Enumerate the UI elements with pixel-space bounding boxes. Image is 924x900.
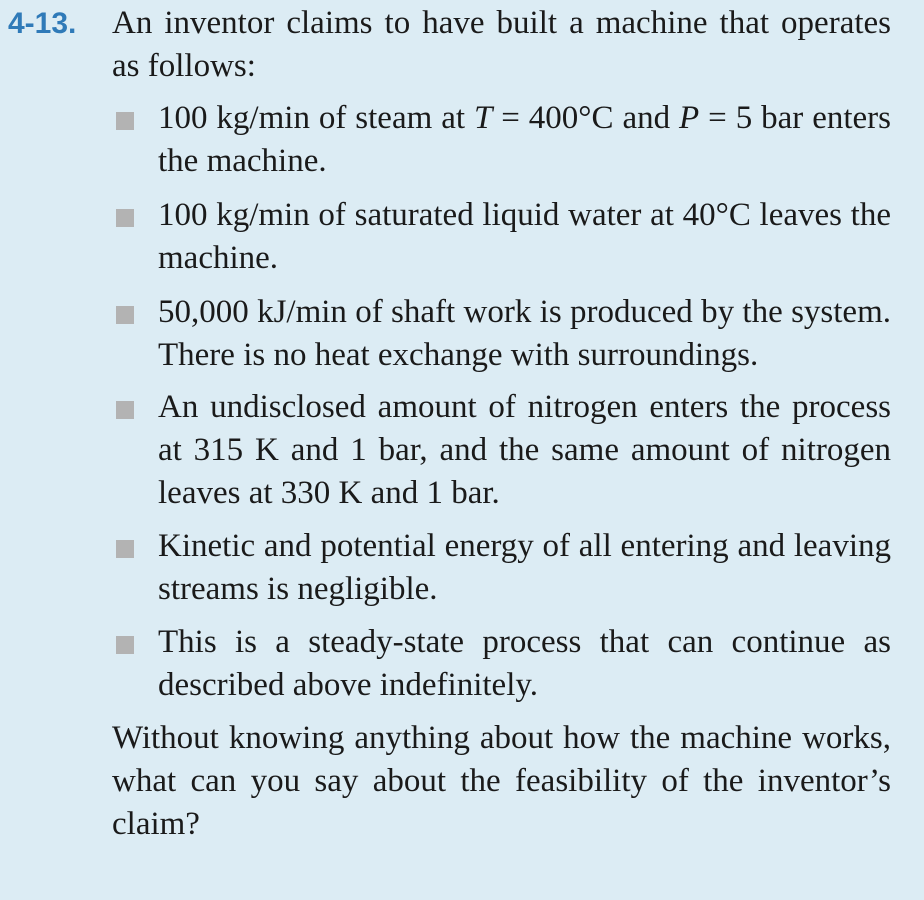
bullet-text: This is a steady-state process that can continue as described above indefinitely. [158, 624, 891, 703]
bullet-item-steady-state [8, 621, 891, 707]
square-bullet-icon [116, 401, 134, 419]
problem-intro [8, 2, 891, 88]
closing-question: Without knowing anything about how the machine works, what can you say about the feasibility of the inventor’s claim? [112, 720, 891, 842]
square-bullet-icon [116, 209, 134, 227]
bullet-item-nitrogen [8, 386, 891, 515]
square-bullet-icon [116, 306, 134, 324]
bullet-item-shaft-work [8, 291, 891, 377]
bullet-text-mid: = 400°C and [492, 100, 680, 136]
bullet-text [158, 100, 891, 179]
bullet-item-steam-in [8, 97, 891, 183]
bullet-text-post: = 5 bar enters the machine. [158, 100, 892, 179]
bullet-text: 100 kg/min of saturated liquid water at 40°C leaves the machine. [158, 197, 891, 276]
bullet-item-kinetic-potential [8, 525, 891, 611]
problem-number: 4-13. [8, 7, 77, 40]
problem-intro-text: An inventor claims to have built a machine that operates as follows: [112, 5, 891, 84]
square-bullet-icon [116, 540, 134, 558]
bullet-text: 50,000 kJ/min of shaft work is produced by the system. There is no heat exchange with surroundings. [158, 294, 891, 373]
variable-t: T [473, 100, 493, 136]
square-bullet-icon [116, 112, 134, 130]
bullet-list [8, 97, 891, 707]
bullet-text: Kinetic and potential energy of all entering and leaving streams is negligible. [158, 528, 891, 607]
bullet-item-water-out [8, 194, 891, 280]
bullet-text-pre: 100 kg/min of steam at [158, 100, 474, 136]
bullet-text: An undisclosed amount of nitrogen enters the process at 315 K and 1 bar, and the same amount of nitrogen leaves at 330 K and 1 bar. [158, 389, 891, 511]
square-bullet-icon [116, 636, 134, 654]
variable-p: P [679, 100, 700, 136]
